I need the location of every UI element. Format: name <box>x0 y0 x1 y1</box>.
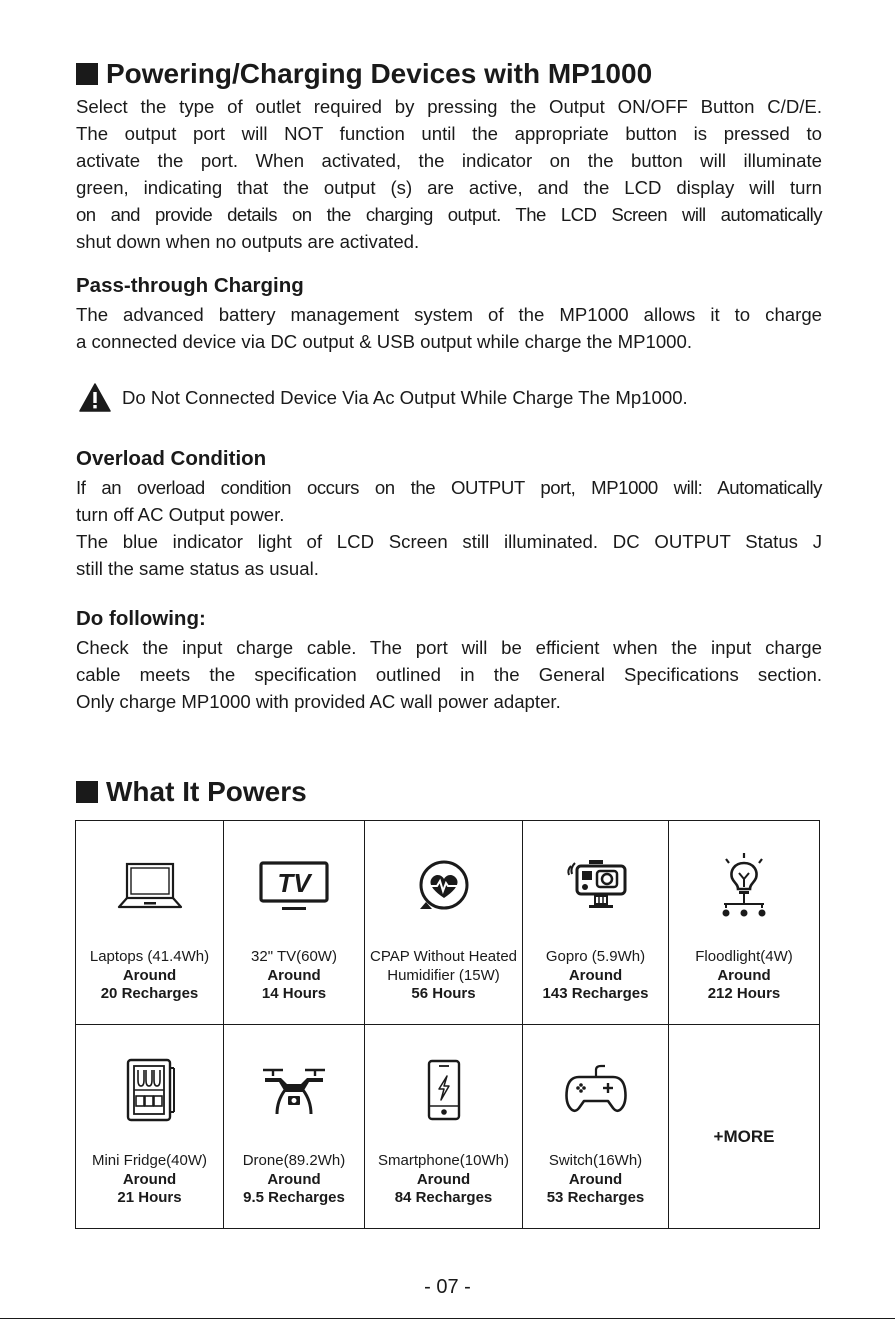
device-runtime: 53 Recharges <box>546 1189 645 1206</box>
cpap-icon <box>412 854 476 918</box>
device-cell-smartphone <box>365 1025 523 1229</box>
subheading-do-following: Do following: <box>76 607 206 630</box>
paragraph-line: shut down when no outputs are activated. <box>76 231 420 252</box>
bottom-rule <box>0 1318 895 1319</box>
device-runtime: 9.5 Recharges <box>243 1189 345 1206</box>
device-cell-cpap <box>365 821 523 1025</box>
device-name: Smartphone(10Wh) <box>378 1152 509 1169</box>
device-runtime: 143 Recharges <box>542 985 649 1002</box>
section-heading-powering <box>76 58 652 90</box>
paragraph-line: turn off AC Output power. <box>76 504 285 525</box>
device-runtime: 56 Hours <box>411 985 476 1002</box>
powering-paragraph <box>76 93 822 255</box>
device-name: Drone(89.2Wh) <box>242 1152 346 1169</box>
device-name: Gopro (5.9Wh) <box>545 948 646 965</box>
device-around: Around <box>416 1170 471 1188</box>
device-around: Around <box>267 966 321 984</box>
heading-square-marker <box>76 63 98 85</box>
paragraph-line: The output port will NOT function until the appropriate button is pressed to <box>76 123 822 144</box>
heading-square-marker <box>76 781 98 803</box>
device-runtime: 14 Hours <box>261 985 327 1002</box>
paragraph-line: on and provide details on the charging output. The LCD Screen will automatically <box>76 204 822 225</box>
paragraph-line: Check the input charge cable. The port will be efficient when the input charge <box>76 637 822 658</box>
device-around: Around <box>717 966 771 984</box>
tv-icon <box>258 857 330 915</box>
smartphone-icon <box>424 1058 464 1122</box>
section-title: What It Powers <box>106 776 307 807</box>
device-cell-tv <box>224 821 365 1025</box>
paragraph-line: activate the port. When activated, the indicator on the button will illuminate <box>76 150 822 171</box>
tv-icon-label: TV <box>277 868 311 898</box>
paragraph-line: cable meets the specification outlined in the General Specifications section. <box>76 664 822 685</box>
device-runtime: 20 Recharges <box>100 985 199 1002</box>
device-around: Around <box>122 966 177 984</box>
device-name: CPAP Without Heated <box>369 948 518 965</box>
paragraph-line: still the same status as usual. <box>76 558 319 579</box>
gopro-icon <box>561 854 631 918</box>
device-around: Around <box>568 1170 623 1188</box>
device-table <box>75 820 820 1229</box>
paragraph-line: If an overload condition occurs on the OUTPUT port, MP1000 will: Automatically <box>76 477 822 498</box>
paragraph-line: The blue indicator light of LCD Screen still illuminated. DC OUTPUT Status J <box>76 531 822 552</box>
overload-paragraph <box>76 474 822 582</box>
device-runtime: 84 Recharges <box>394 1189 493 1206</box>
mini-fridge-icon <box>120 1056 180 1124</box>
floodlight-icon <box>712 851 776 921</box>
device-cell-drone <box>224 1025 365 1229</box>
table-row <box>76 1025 820 1229</box>
device-around: Around <box>568 966 623 984</box>
device-name: Laptops (41.4Wh) <box>89 948 210 965</box>
device-name: Floodlight(4W) <box>695 948 793 965</box>
device-name: 32" TV(60W) <box>251 948 337 965</box>
paragraph-line: Select the type of outlet required by pressing the Output ON/OFF Button C/D/E. <box>76 96 822 117</box>
paragraph-line: Only charge MP1000 with provided AC wall power adapter. <box>76 691 561 712</box>
table-row <box>76 821 820 1025</box>
section-heading-what-it-powers <box>76 776 307 808</box>
paragraph-line: a connected device via DC output & USB output while charge the MP1000. <box>76 331 693 352</box>
do-following-paragraph <box>76 634 822 715</box>
paragraph-line: The advanced battery management system of the MP1000 allows it to charge <box>76 304 822 325</box>
paragraph-line: green, indicating that the output (s) are active, and the LCD display will turn <box>76 177 822 198</box>
warning-icon <box>79 383 111 412</box>
device-around: Around <box>267 1170 321 1188</box>
device-around: Around <box>122 1170 177 1188</box>
drone-icon <box>259 1060 329 1120</box>
device-runtime: 212 Hours <box>707 985 781 1002</box>
device-name-continued: Humidifier (15W) <box>387 966 500 984</box>
device-name: Mini Fridge(40W) <box>91 1152 208 1169</box>
warning-note <box>79 383 688 412</box>
more-devices-label: +MORE <box>713 1127 775 1146</box>
device-cell-floodlight <box>669 821 820 1025</box>
device-cell-mini-fridge <box>76 1025 224 1229</box>
page-number: - 07 - <box>424 1276 471 1298</box>
section-title: Powering/Charging Devices with MP1000 <box>106 58 653 89</box>
pass-through-paragraph <box>76 301 822 355</box>
subheading-overload: Overload Condition <box>76 447 267 470</box>
laptop-icon <box>116 858 184 914</box>
gamepad-icon <box>563 1061 629 1119</box>
device-runtime: 21 Hours <box>117 1189 182 1206</box>
subheading-pass-through: Pass-through Charging <box>76 274 304 297</box>
device-cell-more <box>669 1025 820 1229</box>
device-cell-laptop <box>76 821 224 1025</box>
warning-text: Do Not Connected Device Via Ac Output While Charge The Mp1000. <box>122 386 688 408</box>
device-name: Switch(16Wh) <box>548 1152 643 1169</box>
device-cell-switch <box>523 1025 669 1229</box>
device-cell-gopro <box>523 821 669 1025</box>
